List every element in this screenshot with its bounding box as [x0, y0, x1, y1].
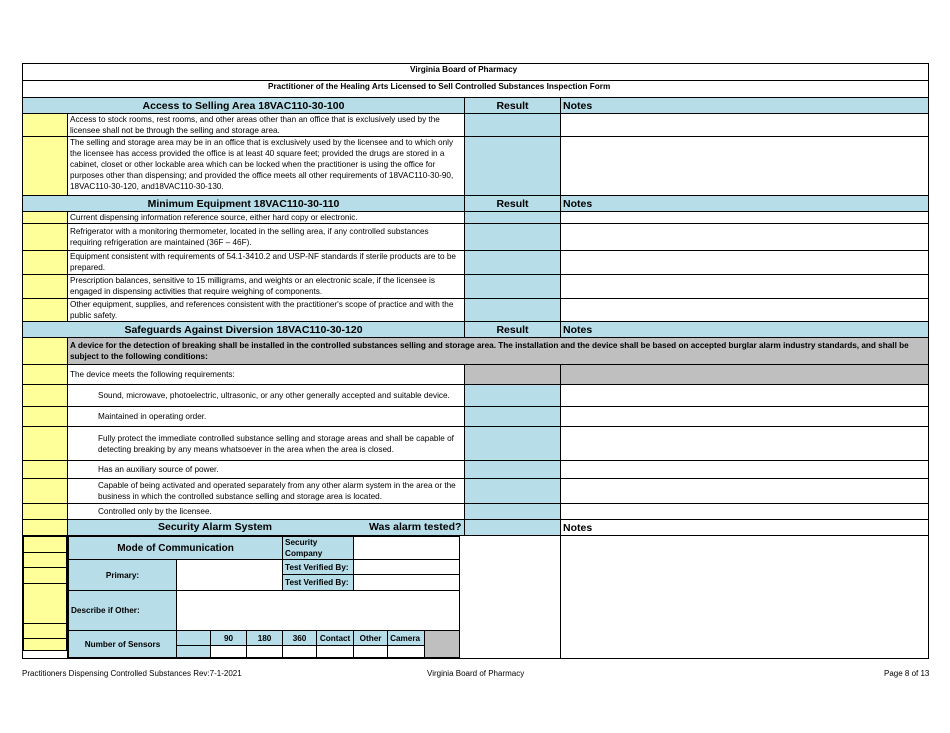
- notes-cell[interactable]: [561, 479, 929, 504]
- notes-cell[interactable]: [561, 114, 929, 137]
- notes-cell[interactable]: [561, 137, 929, 196]
- notes-cell[interactable]: [561, 427, 929, 461]
- check-cell[interactable]: [23, 212, 68, 224]
- check-cell[interactable]: [23, 385, 68, 407]
- section-title-safeguards: Safeguards Against Diversion 18VAC110-30-120: [23, 322, 465, 338]
- test-verified-by-input[interactable]: [354, 560, 460, 575]
- notes-cell[interactable]: [561, 251, 929, 275]
- check-cell[interactable]: [23, 137, 68, 196]
- notes-header: Notes: [561, 322, 929, 338]
- notes-cell[interactable]: [561, 299, 929, 322]
- alarm-tested-result[interactable]: [465, 520, 561, 536]
- spacer: [460, 537, 561, 658]
- notes-cell-disabled: [561, 365, 929, 385]
- result-cell[interactable]: [465, 299, 561, 322]
- sensor-count-camera[interactable]: [388, 646, 425, 658]
- footer-page-number: Page 8 of 13: [884, 669, 930, 678]
- alarm-header: [68, 520, 465, 536]
- check-cell[interactable]: [24, 624, 67, 639]
- inspection-form: [22, 63, 928, 659]
- sensor-type-90: 90: [211, 631, 247, 646]
- list-item: Other equipment, supplies, and references consistent with the practitioner's scope of practice and with the public safety.: [68, 299, 465, 322]
- check-cell[interactable]: [23, 338, 68, 365]
- result-cell[interactable]: [465, 479, 561, 504]
- notes-cell[interactable]: [561, 407, 929, 427]
- check-cell[interactable]: [23, 224, 68, 251]
- form-title: Practitioner of the Healing Arts Licensed to Sell Controlled Substances Inspection Form: [23, 81, 929, 98]
- result-cell[interactable]: [465, 224, 561, 251]
- check-cell[interactable]: [23, 479, 68, 504]
- alarm-notes-cell[interactable]: [561, 536, 929, 659]
- list-item: Maintained in operating order.: [68, 407, 465, 427]
- list-item: The selling and storage area may be in an office that is exclusively used by the licensee and to which only the licensee has access provided the office is at least 40 square feet; provided the drugs are stored in a cabinet, closet or other lockable area which can be locked when the practitioner is using the office for purposes other than dispensing; and provided the office meets all other requirements of 18VAC110-30-90, 18VAC110-30-120, and18VAC110-30-130.: [68, 137, 465, 196]
- primary-input[interactable]: [177, 560, 283, 591]
- notes-cell[interactable]: [561, 385, 929, 407]
- result-cell[interactable]: [465, 114, 561, 137]
- check-cell[interactable]: [24, 568, 67, 584]
- footer-center: Virginia Board of Pharmacy: [427, 669, 525, 678]
- check-cell[interactable]: [23, 520, 68, 536]
- check-cell[interactable]: [23, 427, 68, 461]
- test-verified-by-input[interactable]: [354, 575, 460, 591]
- check-cell[interactable]: [24, 584, 67, 624]
- check-cell[interactable]: [23, 251, 68, 275]
- sensor-type-360: 360: [283, 631, 317, 646]
- notes-cell[interactable]: [561, 212, 929, 224]
- result-cell[interactable]: [465, 407, 561, 427]
- list-item: Fully protect the immediate controlled substance selling and storage areas and shall be capable of detecting breaking by any means whatsoever in the area when the area is closed.: [68, 427, 465, 461]
- result-header: Result: [465, 322, 561, 338]
- result-cell[interactable]: [465, 461, 561, 479]
- sensor-type-180: 180: [247, 631, 283, 646]
- security-company-input[interactable]: [354, 537, 460, 560]
- test-verified-by-label: Test Verified By:: [283, 575, 354, 591]
- check-cell[interactable]: [24, 537, 67, 553]
- board-title: Virginia Board of Pharmacy: [23, 64, 929, 81]
- result-header: Result: [465, 196, 561, 212]
- notes-header: Notes: [561, 520, 929, 536]
- test-verified-by-label: Test Verified By:: [283, 560, 354, 575]
- list-item: Sound, microwave, photoelectric, ultrasonic, or any other generally accepted and suitable device.: [68, 385, 465, 407]
- safeguards-intro: A device for the detection of breaking shall be installed in the controlled substances selling and storage area. The installation and the device shall be based on accepted burglar alarm industry standards, and shall be subject to the following conditions:: [68, 338, 929, 365]
- check-cell[interactable]: [24, 553, 67, 568]
- check-cell[interactable]: [23, 114, 68, 137]
- sensor-count-180[interactable]: [247, 646, 283, 658]
- section-title-access: Access to Selling Area 18VAC110-30-100: [23, 98, 465, 114]
- sensor-type-camera: Camera: [388, 631, 425, 646]
- check-column-cells: [23, 536, 67, 651]
- sensor-type-other: Other: [354, 631, 388, 646]
- sensor-count-contact[interactable]: [317, 646, 354, 658]
- requirements-label: The device meets the following requirements:: [68, 365, 465, 385]
- list-item: Capable of being activated and operated separately from any other alarm system in the area or the business in which the controlled substance selling and storage area is located.: [68, 479, 465, 504]
- check-cell[interactable]: [23, 275, 68, 299]
- notes-cell[interactable]: [561, 461, 929, 479]
- describe-other-input[interactable]: [177, 591, 460, 631]
- check-cell[interactable]: [23, 504, 68, 520]
- list-item: Prescription balances, sensitive to 15 milligrams, and weights or an electronic scale, if the licensee is engaged in dispensing activities that require weighing of components.: [68, 275, 465, 299]
- sensor-count-90[interactable]: [211, 646, 247, 658]
- sensor-type-contact: Contact: [317, 631, 354, 646]
- result-header: Result: [465, 98, 561, 114]
- notes-header: Notes: [561, 196, 929, 212]
- list-item: Access to stock rooms, rest rooms, and other areas other than an office that is exclusively used by the licensee shall not be through the selling and storage area.: [68, 114, 465, 137]
- check-cell[interactable]: [23, 461, 68, 479]
- notes-header: Notes: [561, 98, 929, 114]
- list-item: Refrigerator with a monitoring thermometer, located in the selling area, if any controlled substances requiring refrigeration are maintained (36F – 46F).: [68, 224, 465, 251]
- alarm-details: [68, 536, 561, 659]
- result-cell[interactable]: [465, 504, 561, 520]
- list-item: Has an auxiliary source of power.: [68, 461, 465, 479]
- inspection-table: [22, 63, 929, 659]
- result-cell[interactable]: [465, 137, 561, 196]
- number-of-sensors-label: Number of Sensors: [69, 631, 177, 658]
- result-cell-disabled: [465, 365, 561, 385]
- notes-cell[interactable]: [561, 275, 929, 299]
- alarm-tested-label: Was alarm tested?: [369, 521, 462, 533]
- sensor-count-360[interactable]: [283, 646, 317, 658]
- section-title-equipment: Minimum Equipment 18VAC110-30-110: [23, 196, 465, 212]
- alarm-title: Security Alarm System: [158, 521, 272, 533]
- result-cell[interactable]: [465, 427, 561, 461]
- list-item: Controlled only by the licensee.: [68, 504, 465, 520]
- alarm-details-grid: [68, 536, 561, 658]
- check-cell[interactable]: [23, 365, 68, 385]
- list-item: Current dispensing information reference source, either hard copy or electronic.: [68, 212, 465, 224]
- footer-left: Practitioners Dispensing Controlled Substances Rev:7-1-2021: [22, 669, 242, 678]
- notes-cell[interactable]: [561, 504, 929, 520]
- check-column: [23, 536, 68, 659]
- check-cell[interactable]: [23, 299, 68, 322]
- result-cell[interactable]: [465, 212, 561, 224]
- security-company-label: Security Company: [283, 537, 354, 560]
- result-cell[interactable]: [465, 251, 561, 275]
- sensor-disabled-cell: [425, 631, 460, 658]
- spacer: [177, 631, 211, 646]
- notes-cell[interactable]: [561, 224, 929, 251]
- check-cell[interactable]: [23, 407, 68, 427]
- result-cell[interactable]: [465, 275, 561, 299]
- mode-of-communication-label: Mode of Communication: [69, 537, 283, 560]
- describe-other-label: Describe if Other:: [69, 591, 177, 631]
- list-item: Equipment consistent with requirements of 54.1-3410.2 and USP-NF standards if sterile products are to be prepared.: [68, 251, 465, 275]
- check-cell[interactable]: [24, 639, 67, 651]
- spacer: [177, 646, 211, 658]
- primary-label: Primary:: [69, 560, 177, 591]
- result-cell[interactable]: [465, 385, 561, 407]
- sensor-count-other[interactable]: [354, 646, 388, 658]
